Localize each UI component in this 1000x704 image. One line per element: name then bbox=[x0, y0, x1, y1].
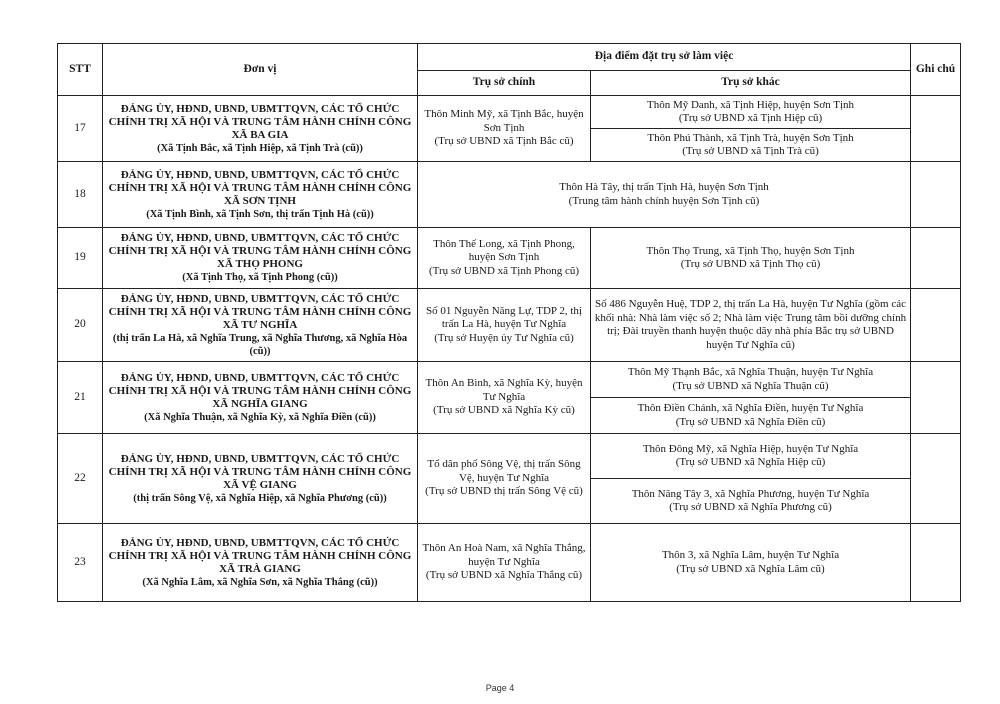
other-office-note: (Trụ sở UBND xã Nghĩa Hiệp cũ) bbox=[675, 456, 826, 468]
other-office-note: (Trụ sở UBND xã Nghĩa Phương cũ) bbox=[669, 501, 832, 513]
table-row bbox=[58, 362, 961, 398]
unit-former: (thị trấn La Hà, xã Nghĩa Trung, xã Nghĩa Thương, xã Nghĩa Hòa (cũ)) bbox=[112, 332, 408, 357]
unit-former: (Xã Tịnh Bắc, xã Tịnh Hiệp, xã Tịnh Trà (cũ)) bbox=[157, 142, 363, 154]
row-number: 17 bbox=[58, 96, 103, 162]
other-office bbox=[591, 289, 911, 362]
main-office bbox=[418, 228, 591, 289]
page-number: Page 4 bbox=[485, 683, 515, 693]
other-office bbox=[591, 96, 911, 129]
main-office-address: Số 01 Nguyễn Năng Lự, TDP 2, thị trấn La Hà, huyện Tư Nghĩa bbox=[426, 304, 582, 331]
unit-name bbox=[103, 228, 418, 289]
other-office-address: Thôn Điền Chánh, xã Nghĩa Điền, huyện Tư Nghĩa bbox=[637, 402, 864, 414]
unit-former: (Xã Tịnh Thọ, xã Tịnh Phong (cũ)) bbox=[182, 272, 338, 283]
unit-title: ĐẢNG ỦY, HĐND, UBND, UBMTTQVN, CÁC TỔ CHỨC CHÍNH TRỊ XÃ HỘI VÀ TRUNG TÂM HÀNH CHÍNH CÔNG XÃ TRÀ GIANG bbox=[108, 536, 412, 575]
table-row bbox=[58, 434, 961, 479]
unit-title: ĐẢNG ỦY, HĐND, UBND, UBMTTQVN, CÁC TỔ CHỨC CHÍNH TRỊ XÃ HỘI VÀ TRUNG TÂM HÀNH CHÍNH CÔNG XÃ NGHĨA GIANG bbox=[108, 371, 412, 410]
main-office bbox=[418, 289, 591, 362]
row-number: 21 bbox=[58, 362, 103, 434]
unit-title: ĐẢNG ỦY, HĐND, UBND, UBMTTQVN, CÁC TỔ CHỨC CHÍNH TRỊ XÃ HỘI VÀ TRUNG TÂM HÀNH CHÍNH CÔNG XÃ THỌ PHONG bbox=[108, 232, 412, 270]
merged-office-note: (Trung tâm hành chính huyện Sơn Tịnh cũ) bbox=[568, 194, 760, 207]
main-office bbox=[418, 362, 591, 434]
header-stt: STT bbox=[58, 44, 103, 96]
header-dia-diem: Địa điểm đặt trụ sở làm việc bbox=[418, 44, 911, 71]
header-tru-so-khac: Trụ sở khác bbox=[591, 71, 911, 96]
other-office-address: Thôn Đông Mỹ, xã Nghĩa Hiệp, huyện Tư Nghĩa bbox=[642, 442, 859, 455]
table-row bbox=[58, 96, 961, 129]
main-office-note: (Trụ sở UBND xã Tịnh Bắc cũ) bbox=[434, 135, 574, 148]
office-location-table bbox=[57, 43, 961, 602]
table-row bbox=[58, 228, 961, 289]
unit-title: ĐẢNG ỦY, HĐND, UBND, UBMTTQVN, CÁC TỔ CHỨC CHÍNH TRỊ XÃ HỘI VÀ TRUNG TÂM HÀNH CHÍNH CÔNG XÃ BA GIA bbox=[108, 102, 412, 141]
unit-title: ĐẢNG ỦY, HĐND, UBND, UBMTTQVN, CÁC TỔ CHỨC CHÍNH TRỊ XÃ HỘI VÀ TRUNG TÂM HÀNH CHÍNH CÔNG XÃ SƠN TỊNH bbox=[108, 168, 412, 207]
row-number: 22 bbox=[58, 434, 103, 524]
main-office bbox=[418, 96, 591, 162]
row-number: 19 bbox=[58, 228, 103, 289]
unit-name bbox=[103, 162, 418, 228]
unit-name bbox=[103, 434, 418, 524]
unit-former: (Xã Nghĩa Thuận, xã Nghĩa Kỳ, xã Nghĩa Điền (cũ)) bbox=[144, 411, 376, 423]
header-ghi-chu: Ghi chú bbox=[911, 44, 961, 96]
note-cell bbox=[911, 162, 961, 228]
other-office-note: (Trụ sở UBND xã Nghĩa Điền cũ) bbox=[675, 415, 826, 428]
note-cell bbox=[911, 434, 961, 524]
other-office-address: Thôn Năng Tây 3, xã Nghĩa Phương, huyện Tư Nghĩa bbox=[631, 487, 870, 500]
other-office-address: Thôn Thọ Trung, xã Tịnh Thọ, huyện Sơn Tịnh bbox=[646, 244, 855, 257]
main-office-note: (Trụ sở UBND xã Nghĩa Thắng cũ) bbox=[425, 569, 583, 582]
unit-title: ĐẢNG ỦY, HĐND, UBND, UBMTTQVN, CÁC TỔ CHỨC CHÍNH TRỊ XÃ HỘI VÀ TRUNG TÂM HÀNH CHÍNH CÔNG XÃ VỆ GIANG bbox=[108, 452, 412, 491]
unit-name bbox=[103, 96, 418, 162]
main-office-note: (Trụ sở Huyện ủy Tư Nghĩa cũ) bbox=[434, 331, 574, 344]
other-office-address: Thôn Mỹ Danh, xã Tịnh Hiệp, huyện Sơn Tịnh bbox=[646, 98, 855, 111]
header-don-vi: Đơn vị bbox=[103, 44, 418, 96]
other-office-note: (Trụ sở UBND xã Nghĩa Thuận cũ) bbox=[672, 379, 829, 392]
other-office bbox=[591, 129, 911, 162]
note-cell bbox=[911, 289, 961, 362]
other-office-note: (Trụ sở UBND xã Tịnh Hiệp cũ) bbox=[678, 112, 823, 124]
other-office bbox=[591, 398, 911, 434]
main-office bbox=[418, 434, 591, 524]
table-row bbox=[58, 162, 961, 228]
unit-name bbox=[103, 289, 418, 362]
other-office bbox=[591, 479, 911, 524]
other-office-note: (Trụ sở UBND xã Tịnh Thọ cũ) bbox=[680, 258, 821, 270]
other-office bbox=[591, 228, 911, 289]
unit-name bbox=[103, 362, 418, 434]
table-row bbox=[58, 524, 961, 602]
other-office-address: Thôn Phú Thành, xã Tịnh Trà, huyện Sơn Tịnh bbox=[647, 131, 854, 144]
main-office-address: Tổ dân phố Sông Vệ, thị trấn Sông Vệ, huyện Tư Nghĩa bbox=[427, 458, 581, 484]
unit-former: (Xã Nghĩa Lâm, xã Nghĩa Sơn, xã Nghĩa Thắng (cũ)) bbox=[142, 576, 378, 588]
other-office bbox=[591, 524, 911, 602]
note-cell bbox=[911, 228, 961, 289]
main-office-address: Thôn An Bình, xã Nghĩa Kỳ, huyện Tư Nghĩa bbox=[425, 377, 583, 403]
other-office-note: (Trụ sở UBND xã Tịnh Trà cũ) bbox=[682, 145, 819, 157]
other-office-address: Số 486 Nguyễn Huệ, TDP 2, thị trấn La Hà, huyện Tư Nghĩa (gồm các khối nhà: Nhà làm việc số 2; Nhà làm việc Trung tâm bồi dưỡng chính trị; Đài truyền thanh huyện thuộc dãy nhà phía Bắc trụ sở UBND huyện Tư Nghĩa cũ) bbox=[594, 298, 907, 351]
main-office-address: Thôn Minh Mỹ, xã Tịnh Bắc, huyện Sơn Tịnh bbox=[424, 108, 584, 134]
table-row bbox=[58, 289, 961, 362]
main-office-address: Thôn An Hoà Nam, xã Nghĩa Thắng, huyện Tư Nghĩa bbox=[422, 542, 586, 568]
row-number: 20 bbox=[58, 289, 103, 362]
main-office-note: (Trụ sở UBND xã Nghĩa Kỳ cũ) bbox=[433, 404, 575, 417]
merged-office bbox=[418, 162, 911, 228]
note-cell bbox=[911, 96, 961, 162]
main-office-note: (Trụ sở UBND thị trấn Sông Vệ cũ) bbox=[425, 485, 583, 498]
main-office-address: Thôn Thế Long, xã Tịnh Phong, huyện Sơn Tịnh bbox=[433, 237, 575, 264]
other-office-note: (Trụ sở UBND xã Nghĩa Lâm cũ) bbox=[676, 562, 825, 575]
row-number: 23 bbox=[58, 524, 103, 602]
note-cell bbox=[911, 362, 961, 434]
other-office-address: Thôn 3, xã Nghĩa Lâm, huyện Tư Nghĩa bbox=[661, 549, 840, 561]
main-office-note: (Trụ sở UBND xã Tịnh Phong cũ) bbox=[428, 264, 580, 277]
other-office-address: Thôn Mỹ Thạnh Bắc, xã Nghĩa Thuận, huyện Tư Nghĩa bbox=[627, 366, 874, 378]
note-cell bbox=[911, 524, 961, 602]
header-tru-so-chinh: Trụ sở chính bbox=[418, 71, 591, 96]
unit-former: (thị trấn Sông Vệ, xã Nghĩa Hiệp, xã Nghĩa Phương (cũ)) bbox=[133, 492, 387, 504]
unit-name bbox=[103, 524, 418, 602]
merged-office-address: Thôn Hà Tây, thị trấn Tịnh Hà, huyện Sơn Tịnh bbox=[559, 181, 769, 193]
other-office bbox=[591, 434, 911, 479]
other-office bbox=[591, 362, 911, 398]
row-number: 18 bbox=[58, 162, 103, 228]
unit-title: ĐẢNG ỦY, HĐND, UBND, UBMTTQVN, CÁC TỔ CHỨC CHÍNH TRỊ XÃ HỘI VÀ TRUNG TÂM HÀNH CHÍNH CÔNG XÃ TƯ NGHĨA bbox=[108, 292, 412, 331]
main-office bbox=[418, 524, 591, 602]
unit-former: (Xã Tịnh Bình, xã Tịnh Sơn, thị trấn Tịnh Hà (cũ)) bbox=[146, 208, 374, 220]
